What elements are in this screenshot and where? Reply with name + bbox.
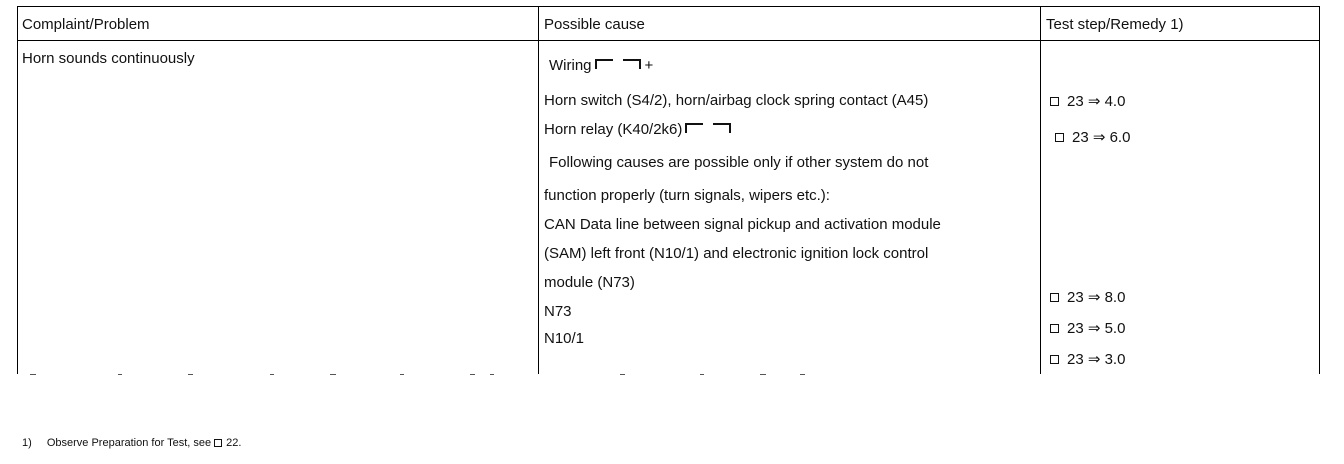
page-reference-icon (1055, 133, 1064, 142)
header-test-step: Test step/Remedy 1) (1046, 16, 1184, 33)
footnote-number: 1) (22, 437, 32, 449)
remedy-ref[interactable]: 23 ⇒ 4.0 (1050, 92, 1125, 110)
cause-wiring (549, 57, 653, 75)
cause-n73: N73 (544, 303, 572, 320)
footnote (22, 437, 241, 449)
header-complaint: Complaint/Problem (22, 16, 150, 33)
table-left-border (17, 6, 18, 374)
column-divider-1 (538, 6, 539, 374)
table-right-border (1319, 6, 1320, 374)
header-possible-cause: Possible cause (544, 16, 645, 33)
cause-n10-1: N10/1 (544, 330, 585, 347)
footnote-page[interactable]: 22. (226, 437, 242, 449)
cause-can-line-1: CAN Data line between signal pickup and activation module (544, 216, 941, 233)
remedy-ref[interactable]: 23 ⇒ 3.0 (1050, 350, 1125, 368)
footnote-text: Observe Preparation for Test, see (46, 437, 212, 449)
cause-wiring-label: Wiring (549, 57, 592, 74)
cause-note-line-2: function properly (turn signals, wipers etc.): (544, 187, 830, 204)
page-reference-icon (1050, 293, 1059, 302)
cause-horn-switch: Horn switch (S4/2), horn/airbag clock spring contact (A45) (544, 92, 929, 109)
remedy-ref[interactable]: 23 ⇒ 6.0 (1055, 128, 1130, 146)
cause-note-line-1: Following causes are possible only if other system do not (549, 154, 929, 171)
page-reference-icon (1050, 324, 1059, 333)
cause-wiring-suffix: + (644, 57, 654, 74)
complaint-text: Horn sounds continuously (22, 50, 195, 67)
cause-can-line-2: (SAM) left front (N10/1) and electronic ignition lock control (544, 245, 929, 262)
table-top-border (17, 6, 1319, 7)
header-divider (17, 40, 1319, 41)
cause-horn-relay-label: Horn relay (K40/2k6) (544, 121, 683, 138)
wiring-diagram-icon (595, 57, 645, 69)
column-divider-2 (1040, 6, 1041, 374)
cause-can-line-3: module (N73) (544, 274, 635, 291)
page-reference-icon (1050, 355, 1059, 364)
page-reference-icon (214, 439, 222, 447)
remedy-ref[interactable]: 23 ⇒ 5.0 (1050, 319, 1125, 337)
wiring-diagram-icon (685, 121, 735, 133)
remedy-ref[interactable]: 23 ⇒ 8.0 (1050, 288, 1125, 306)
cause-horn-relay (544, 121, 735, 139)
page-reference-icon (1050, 97, 1059, 106)
